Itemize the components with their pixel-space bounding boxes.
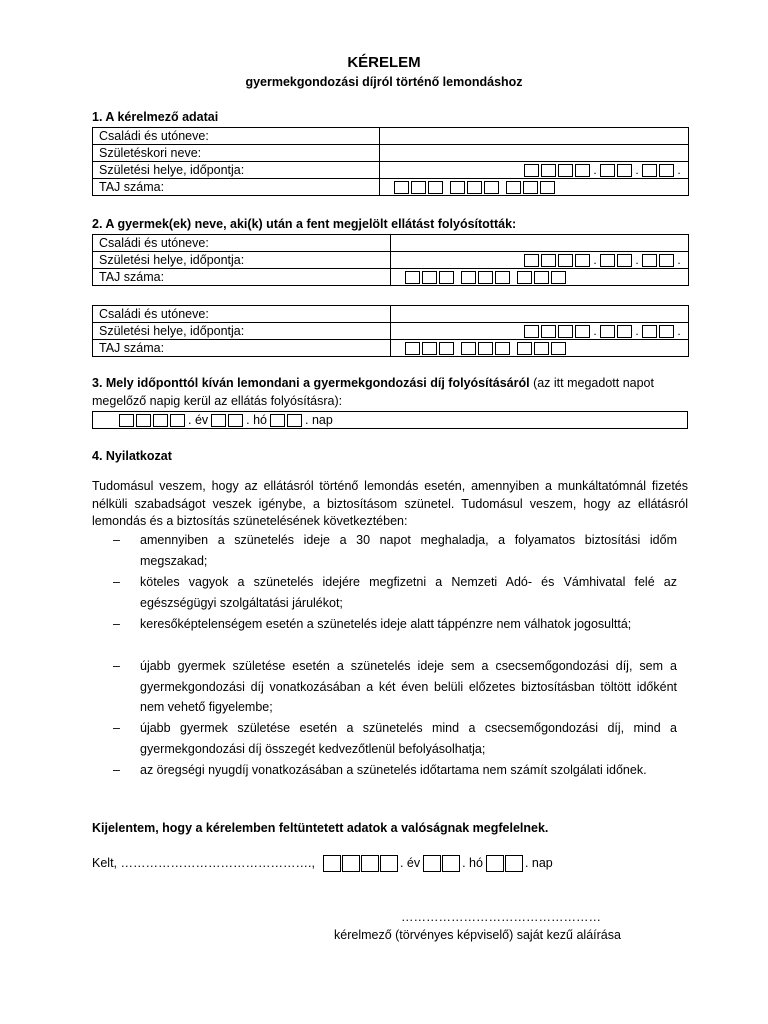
kelt-month-label: . hó (462, 856, 483, 870)
taj-field[interactable] (380, 179, 689, 196)
signature-label: kérelmező (törvényes képviselő) saját kezű aláírása (334, 928, 621, 942)
form-subtitle: gyermekgondozási díjról történő lemondáshoz (245, 75, 523, 89)
field-label: TAJ száma: (93, 269, 391, 286)
list-item: köteles vagyok a szünetelés idejére megfizetni a Nemzeti Adó- és Vámhivatal felé az egészségügyi szolgáltatási járulékot; (140, 575, 677, 610)
child1-table (92, 234, 689, 286)
field-label: Családi és utóneve: (93, 235, 391, 252)
child2-table (92, 305, 689, 357)
list-item: keresőképtelenségem esetén a szünetelés ideje alatt táppénzre nem válhatok jogosulttá; (140, 617, 632, 631)
section3-heading (92, 375, 692, 410)
table-row (93, 162, 689, 179)
bullet-dash: – (113, 617, 120, 631)
date-place-line (92, 855, 556, 871)
kelt-day-label: . nap (524, 856, 553, 870)
table-row (93, 252, 689, 269)
table-row (93, 269, 689, 286)
start-date-table (92, 411, 688, 429)
section2-heading: 2. A gyermek(ek) neve, aki(k) után a fent megjelölt ellátást folyósították: (92, 217, 517, 231)
bullet-dash: – (113, 763, 120, 777)
signing-date-field[interactable] (323, 855, 556, 871)
kelt-year-label: . év (399, 856, 421, 870)
list-item: újabb gyermek születése esetén a szünetelés mind a csecsemőgondozási díj, mind a gyermekgondozási díj összegét kedvezőtlenül befolyásolhatja; (140, 721, 677, 756)
child2-taj-field[interactable] (391, 340, 689, 357)
field-label: TAJ száma: (93, 179, 380, 196)
name-field[interactable] (380, 128, 689, 145)
list-item: amennyiben a szünetelés ideje a 30 napot meghaladja, a folyamatos biztosítási időm megszakad; (140, 533, 677, 568)
declaration-text: Kijelentem, hogy a kérelemben feltüntetett adatok a valóságnak megfelelnek. (92, 821, 549, 835)
field-label: TAJ száma: (93, 340, 391, 357)
section3-heading-bold: 3. Mely időponttól kíván lemondani a gyermekgondozási díj folyósításáról (92, 376, 530, 390)
kelt-label[interactable]: Kelt, ………………………………………., (92, 856, 315, 870)
section4-heading: 4. Nyilatkozat (92, 449, 172, 463)
bullet-dash: – (113, 533, 120, 547)
section3-heading-rest: (az itt megadott napot megelőző napig kerül az ellátás folyósításra): (92, 376, 654, 408)
field-label: Születési helye, időpontja: (93, 323, 391, 340)
applicant-table (92, 127, 689, 196)
field-label: Születési helye, időpontja: (93, 252, 391, 269)
table-row (93, 323, 689, 340)
child2-name-field[interactable] (391, 306, 689, 323)
signature-line[interactable]: ………………………………………… (401, 910, 601, 924)
child2-birth-date-field[interactable]: . . . (391, 323, 689, 340)
bullet-dash: – (113, 721, 120, 735)
month-label: . hó (246, 413, 268, 427)
year-label: . év (188, 413, 209, 427)
table-row (93, 128, 689, 145)
field-label: Családi és utóneve: (93, 306, 391, 323)
child1-birth-date-field[interactable]: . . . (391, 252, 689, 269)
list-item: az öregségi nyugdíj vonatkozásában a szünetelés időtartama nem számít szolgálati időnek. (140, 763, 647, 777)
section1-heading: 1. A kérelmező adatai (92, 110, 219, 124)
table-row (93, 145, 689, 162)
child1-taj-field[interactable] (391, 269, 689, 286)
table-row (93, 179, 689, 196)
bullet-dash: – (113, 659, 120, 673)
statement-paragraph: Tudomásul veszem, hogy az ellátásról történő lemondás esetén, amennyiben a munkáltatómnál fizetés nélküli szabadságot veszek igénybe, a biztosításom szünetel. Tudomásul veszem, hogy az ellátásról lemondás és a biztosítás szünetelésének következtében: (92, 479, 688, 528)
day-label: . nap (305, 413, 333, 427)
table-row (93, 340, 689, 357)
field-label: Családi és utóneve: (93, 128, 380, 145)
birth-date-field[interactable]: . . . (380, 162, 689, 179)
table-row (93, 306, 689, 323)
field-label: Születési helye, időpontja: (93, 162, 380, 179)
form-title: KÉRELEM (347, 54, 421, 71)
field-label: Születéskori neve: (93, 145, 380, 162)
list-item: újabb gyermek születése esetén a szünetelés ideje sem a csecsemőgondozási díj, sem a gyermekgondozási díj vonatkozásában a két éven belüli előzetes biztosításban töltött időként nem vehető figyelembe; (140, 659, 677, 714)
birth-name-field[interactable] (380, 145, 689, 162)
child1-name-field[interactable] (391, 235, 689, 252)
table-row (93, 235, 689, 252)
start-date-field[interactable] (93, 412, 688, 429)
bullet-dash: – (113, 575, 120, 589)
